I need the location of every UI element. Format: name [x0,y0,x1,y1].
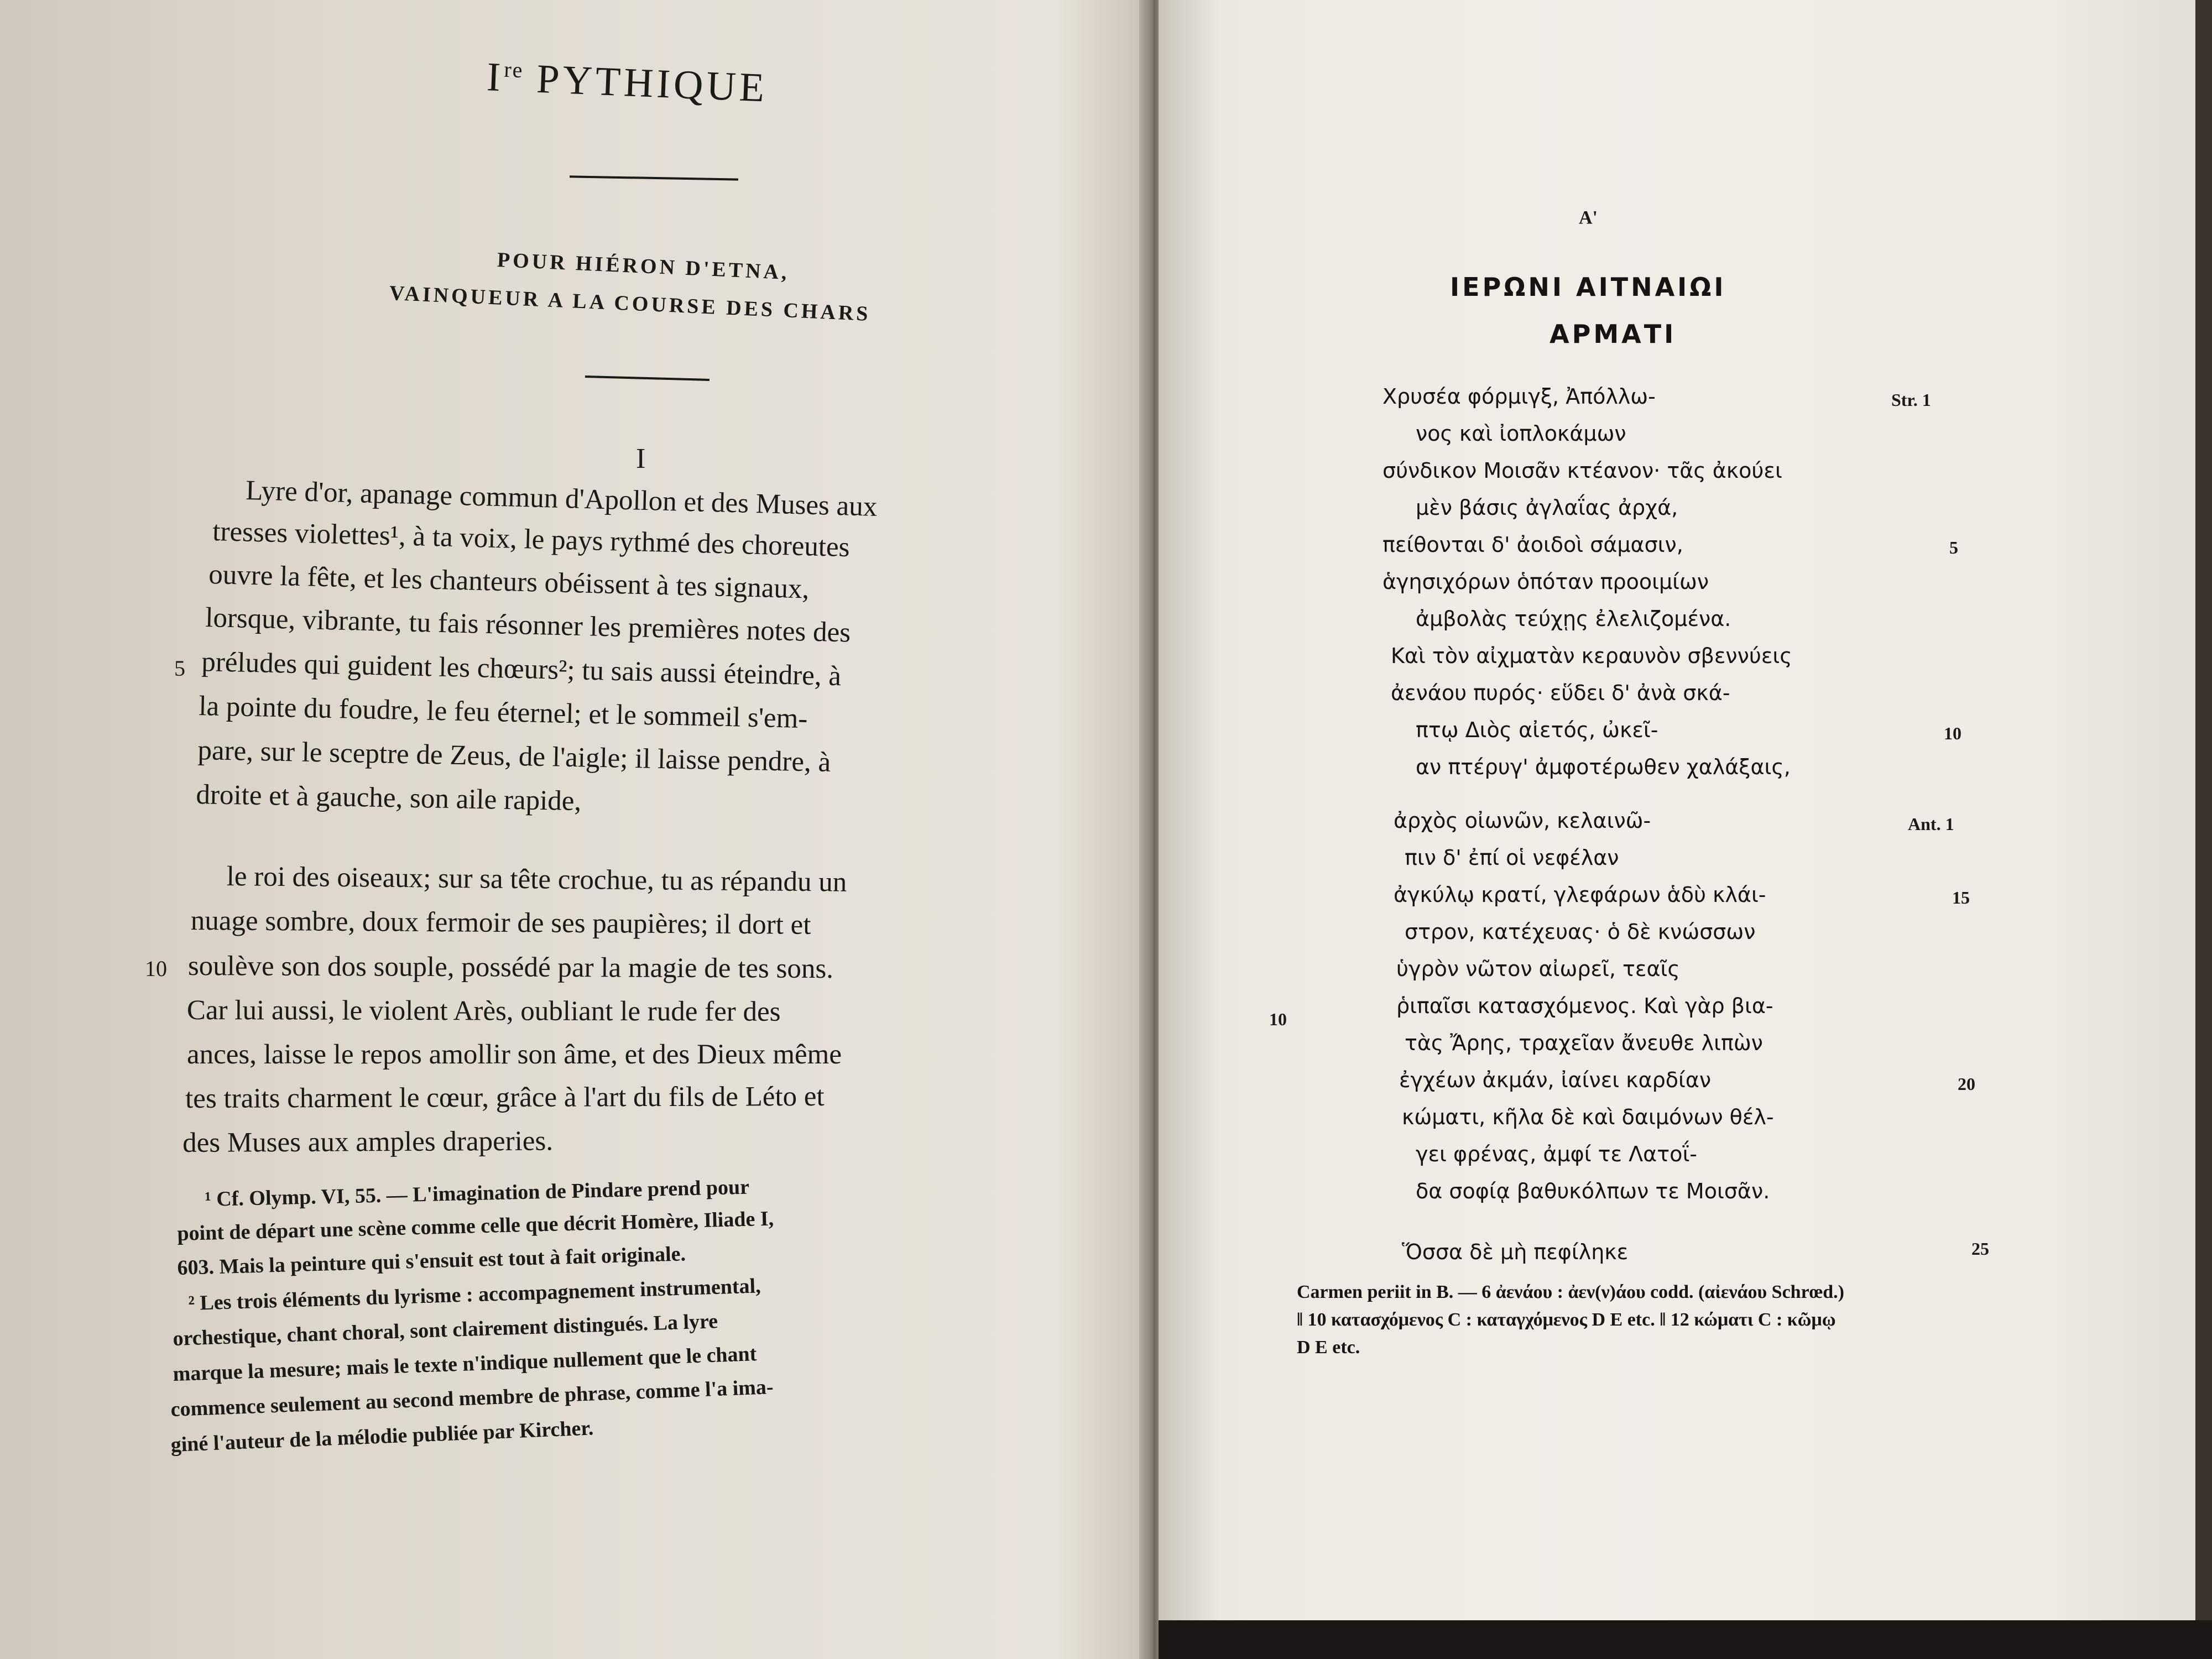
footnote-line: ² Les trois éléments du lyrisme : accompagnement instrumental, [187,1274,761,1315]
footnote-line: 603. Mais la peinture qui s'ensuit est tout à fait originale. [176,1242,686,1280]
verse-line: ἀενάου πυρός· εὕδει δ' ἀνὰ σκά- [1391,681,1730,705]
footnote-line: giné l'auteur de la mélodie publiée par Kircher. [170,1416,594,1457]
apparatus-line: ‖ 10 κατασχόμενος C : καταγχόμενος D E etc. ‖ 12 κώματι C : κῶμῳ [1297,1310,1836,1330]
right-page [1159,0,2195,1659]
title-prefix: I [486,54,505,101]
prose-line: préludes qui guident les chœurs²; tu sais aussi éteindre, à [201,646,842,692]
title-superscript: re [503,56,524,83]
greek-heading: ΙΕΡΩΝΙ ΑΙΤΝΑΙΩΙ [1450,272,1726,302]
verse-line: πείθονται δ' ἀοιδοὶ σάμασιν, [1383,533,1683,557]
verse-line: αν πτέρυγ' ἀμφοτέρωθεν χαλάξαις, [1416,755,1791,779]
verse-number: 10 [1944,723,1961,743]
verse-number: 5 [1949,538,1958,557]
verse-line: τὰς Ἄρης, τραχεῖαν ἄνευθε λιπὼν [1405,1031,1763,1055]
verse-line: Ὅσσα δὲ μὴ πεφίληκε [1402,1240,1629,1264]
verse-line: ἀρχὸς οἰωνῶν, κελαινῶ- [1394,808,1651,833]
footnote-line: orchestique, chant choral, sont clairement distingués. La lyre [172,1310,718,1350]
strophe-marker: Str. 1 [1891,390,1931,410]
verse-line: Χρυσέα φόρμιγξ, Ἀπόλλω- [1383,384,1656,409]
prose-line: la pointe du foudre, le feu éternel; et le sommeil s'em- [198,691,808,735]
footnote-line: point de départ une scène comme celle que décrit Homère, Iliade I, [176,1207,774,1245]
prose-line: Car lui aussi, le violent Arès, oubliant le rude fer des [186,995,781,1027]
subtitle-rule [585,375,709,381]
verse-line: Καὶ τὸν αἰχματὰν κεραυνὸν σβεννύεις [1391,644,1792,668]
prose-line: tes traits charment le cœur, grâce à l'art du fils de Léto et [185,1081,825,1114]
prose-line: des Muses aux amples draperies. [182,1125,554,1159]
prose-line: droite et à gauche, son aile rapide, [196,779,582,817]
verse-line: σύνδικον Μοισᾶν κτέανον· τᾶς ἀκούει [1383,458,1782,483]
verse-line: ῥιπαῖσι κατασχόμενος. Καὶ γὰρ βια- [1396,994,1773,1018]
verse-line: ἀγκύλῳ κρατί, γλεφάρων ἁδὺ κλάι- [1394,883,1766,907]
verse-number: 25 [1971,1239,1989,1259]
page-title [486,54,842,115]
verse-line: ἁγησιχόρων ὁπόταν προοιμίων [1383,570,1709,594]
verse-line: δα σοφίᾳ βαθυκόλπων τε Μοισᾶν. [1416,1179,1770,1203]
prose-line: ouvre la fête, et les chanteurs obéissent à tes signaux, [208,559,810,605]
footnote-line: commence seulement au second membre de phrase, comme l'a ima- [170,1375,774,1421]
margin-line-number: 10 [145,956,167,981]
table-surface [1159,1620,2212,1659]
prose-line: soulève son dos souple, possédé par la magie de tes sons. [187,951,834,985]
subtitle-line-2: VAINQUEUR A LA COURSE DES CHARS [389,281,872,326]
verse-number: 15 [1952,888,1970,907]
prose-line: lorsque, vibrante, tu fais résonner les premières notes des [205,602,851,649]
verse-line: κώματι, κῆλα δὲ καὶ δαιμόνων θέλ- [1402,1105,1774,1129]
verse-line: πτῳ Διὸς αἰετός, ὠκεῖ- [1416,718,1658,742]
margin-line-number: 5 [174,656,185,681]
antistrophe-marker: Ant. 1 [1908,814,1954,834]
prose-line: Lyre d'or, apanage commun d'Apollon et des Muses aux [245,475,878,523]
verse-line: μὲν βάσις ἀγλαΐας ἀρχά, [1416,495,1678,520]
prose-line: pare, sur le sceptre de Zeus, de l'aigle; il laisse pendre, à [197,735,831,778]
title-rule [570,175,738,180]
verse-line: στρον, κατέχευας· ὁ δὲ κνώσσων [1405,920,1756,944]
ode-label: Α' [1579,207,1598,228]
subtitle-line-1: POUR HIÉRON D'ETNA, [497,248,790,285]
prose-line: tresses violettes¹, à ta voix, le pays rythmé des choreutes [212,516,851,564]
verse-line: πιν δ' ἐπί οἱ νεφέλαν [1405,846,1619,870]
prose-line: le roi des oiseaux; sur sa tête crochue, tu as répandu un [226,861,847,898]
outer-margin-number: 10 [1269,1009,1287,1029]
verse-line: γει φρένας, ἀμφί τε Λατοΐ- [1416,1142,1697,1166]
section-number: I [636,443,646,474]
verse-line: νος καὶ ἰοπλοκάμων [1416,421,1626,446]
footnote-line: ¹ Cf. Olymp. VI, 55. — L'imagination de Pindare prend pour [204,1175,750,1211]
verse-number: 20 [1958,1074,1975,1094]
title-main: PYTHIQUE [535,56,769,111]
apparatus-line: D E etc. [1297,1337,1360,1358]
footnote-line: marque la mesure; mais le texte n'indique nullement que le chant [172,1342,758,1386]
verse-line: ἀμβολὰς τεύχῃς ἐλελιζομένα. [1416,607,1731,631]
prose-line: nuage sombre, doux fermoir de ses paupières; il dort et [190,905,811,941]
apparatus-line: Carmen periit in B. — 6 ἀενάου : ἀεν(ν)άου codd. (αἰενάου Schrœd.) [1297,1282,1844,1302]
verse-line: ὑγρὸν νῶτον αἰωρεῖ, τεαῖς [1396,957,1680,981]
verse-line: ἐγχέων ἀκμάν, ἰαίνει καρδίαν [1399,1068,1712,1092]
prose-line: ances, laisse le repos amollir son âme, et des Dieux même [187,1039,842,1070]
greek-subheading: ΑΡΜΑΤΙ [1550,319,1677,349]
